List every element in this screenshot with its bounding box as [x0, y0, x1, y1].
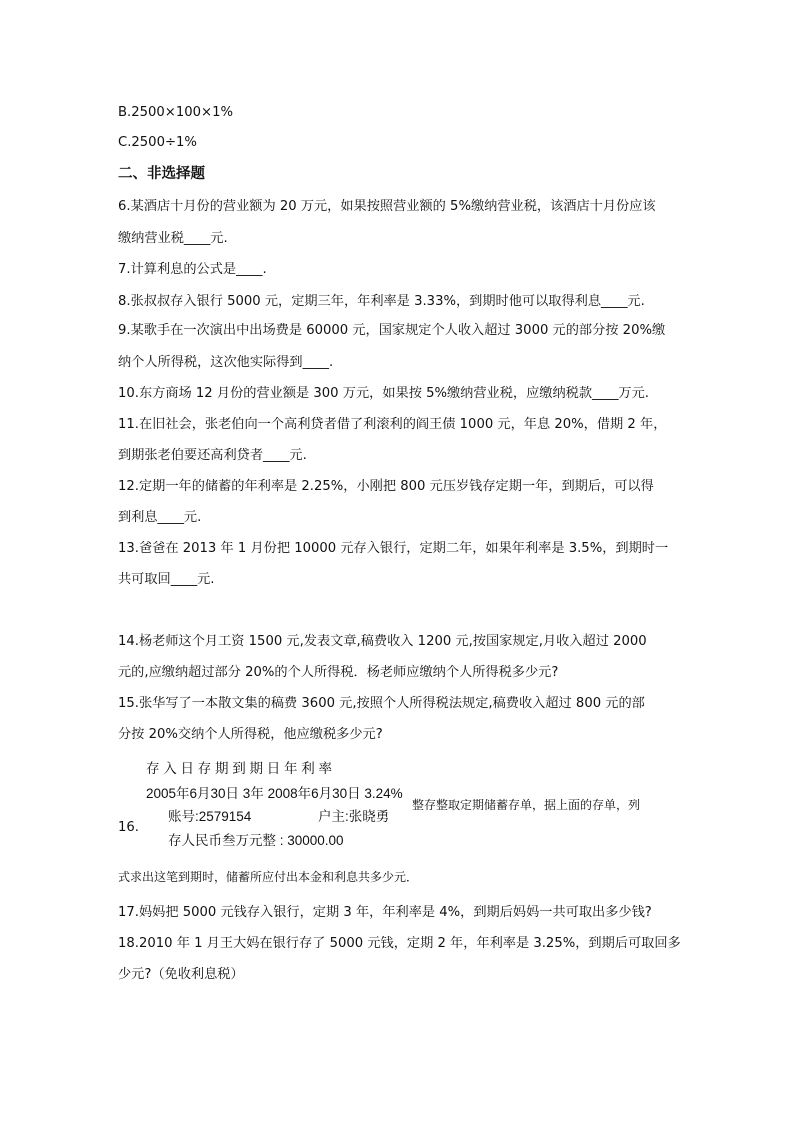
option-c: C.2500÷1% [118, 135, 197, 150]
question-11-line-2: 到期张老伯要还高利贷者____元. [118, 448, 307, 463]
question-12-line-1: 12.定期一年的储蓄的年利率是 2.25%，小刚把 800 元压岁钱存定期一年，到期后，可以得 [118, 479, 654, 494]
question-6-line-2: 缴纳营业税____元. [118, 231, 228, 246]
question-12-line-2: 到利息____元. [118, 510, 202, 525]
question-13-line-2: 共可取回____元. [118, 572, 215, 587]
deposit-slip-row: 2005年6月30日 3年 2008年6月30日 3.24% [146, 786, 403, 801]
question-14-line-2: 元的,应缴纳超过部分 20%的个人所得税．杨老师应缴纳个人所得税多少元? [118, 665, 559, 680]
question-17: 17.妈妈把 5000 元钱存入银行，定期 3 年，年利率是 4%，到期后妈妈一共可取出多少钱? [118, 905, 652, 920]
question-11-line-1: 11.在旧社会，张老伯向一个高利贷者借了利滚利的阎王债 1000 元，年息 20%，借期 2 年， [118, 417, 667, 432]
question-15-line-2: 分按 20%交纳个人所得税，他应缴税多少元? [118, 727, 383, 742]
question-18-line-2: 少元?（免收利息税） [118, 967, 244, 982]
question-7: 7.计算利息的公式是____. [118, 262, 267, 277]
deposit-slip-header: 存 入 日 存 期 到 期 日 年 利 率 [146, 761, 333, 776]
option-b: B.2500×100×1% [118, 105, 233, 120]
question-10: 10.东方商场 12 月份的营业额是 300 万元，如果按 5%缴纳营业税，应缴纳税款____万元. [118, 386, 649, 401]
deposit-slip-amount: 存人民币叁万元整 : 30000.00 [168, 833, 344, 848]
question-16-number: 16. [118, 820, 139, 835]
question-6-line-1: 6.某酒店十月份的营业额为 20 万元，如果按照营业额的 5%缴纳营业税，该酒店十月份应该 [118, 199, 656, 214]
question-18-line-1: 18.2010 年 1 月王大妈在银行存了 5000 元钱，定期 2 年，年利率是 3.25%，到期后可取回多 [118, 936, 681, 951]
question-14-line-1: 14.杨老师这个月工资 1500 元,发表文章,稿费收入 1200 元,按国家规定,月收入超过 2000 [118, 634, 647, 649]
question-13-line-1: 13.爸爸在 2013 年 1 月份把 10000 元存入银行，定期二年，如果年利率是 3.5%，到期时一 [118, 541, 669, 556]
question-16-tail: 整存整取定期储蓄存单，据上面的存单，列 [412, 798, 641, 812]
deposit-slip-holder: 户主:张晓勇 [318, 809, 390, 824]
section-title: 二、非选择题 [118, 166, 205, 182]
question-16-line-2: 式求出这笔到期时，储蓄所应付出本金和利息共多少元． [118, 870, 419, 884]
question-15-line-1: 15.张华写了一本散文集的稿费 3600 元,按照个人所得税法规定,稿费收入超过 800 元的部 [118, 696, 645, 711]
deposit-slip-account: 账号:2579154 [168, 809, 252, 824]
question-9-line-1: 9.某歌手在一次演出中出场费是 60000 元，国家规定个人收入超过 3000 元的部分按 20%缴 [118, 323, 666, 338]
question-9-line-2: 纳个人所得税，这次他实际得到____. [118, 355, 334, 370]
question-8: 8.张叔叔存入银行 5000 元，定期三年，年利率是 3.33%，到期时他可以取得利息____元. [118, 294, 645, 309]
